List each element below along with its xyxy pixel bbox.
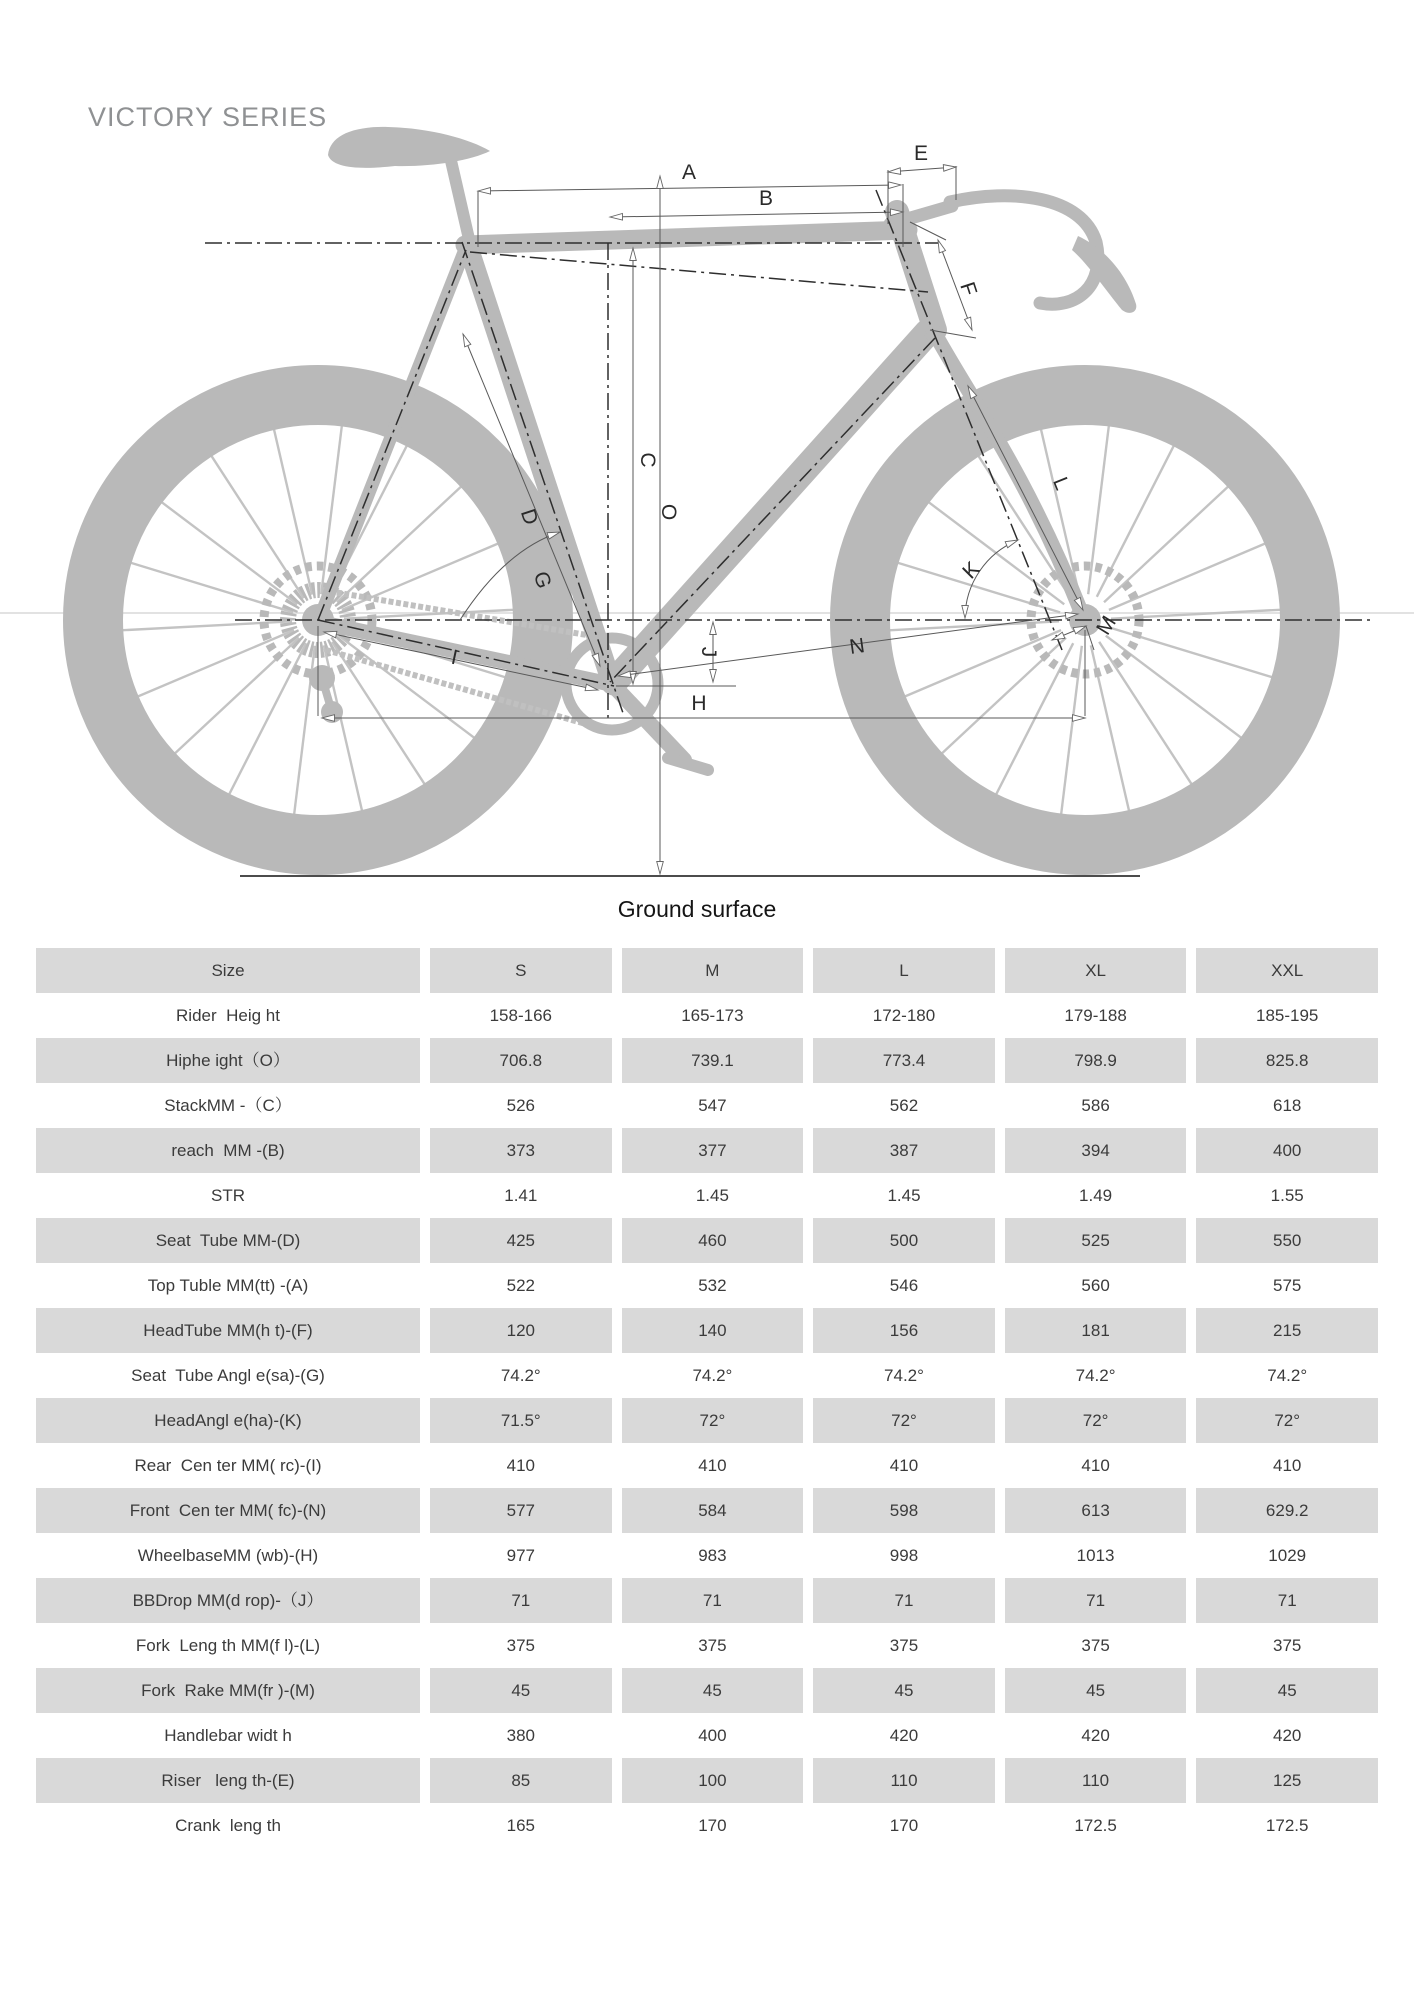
table-cell: 100 — [622, 1758, 804, 1803]
table-cell: 394 — [1005, 1128, 1187, 1173]
table-cell: 72° — [1005, 1398, 1187, 1443]
table-cell: 825.8 — [1196, 1038, 1378, 1083]
table-cell: 375 — [1273, 1636, 1302, 1655]
table-cell: 71 — [1005, 1578, 1187, 1623]
table-cell: 629.2 — [1196, 1488, 1378, 1533]
dimension-label-E: E — [913, 142, 929, 165]
table-cell: 410 — [698, 1456, 727, 1475]
table-cell: 983 — [698, 1546, 727, 1565]
dimension-label-C: C — [636, 452, 659, 468]
table-cell: 373 — [430, 1128, 612, 1173]
table-cell: 165-173 — [681, 1006, 744, 1025]
table-cell: 375 — [506, 1636, 535, 1655]
crank-arm — [612, 684, 684, 760]
table-cell: 140 — [622, 1308, 804, 1353]
table-row-label: HeadAngl e(ha)-(K) — [36, 1398, 420, 1443]
dim-E — [888, 167, 956, 172]
table-cell: 45 — [1005, 1668, 1187, 1713]
table-cell: 598 — [813, 1488, 995, 1533]
dimension-label-J: J — [697, 646, 720, 658]
table-cell: 375 — [1081, 1636, 1110, 1655]
table-cell: 410 — [1273, 1456, 1302, 1475]
table-cell: 525 — [1005, 1218, 1187, 1263]
table-cell: 377 — [622, 1128, 804, 1173]
table-row-label: Fork Rake MM(fr )-(M) — [36, 1668, 420, 1713]
table-row-label: Rider Heig ht — [176, 1006, 280, 1025]
table-header-cell: S — [430, 948, 612, 993]
dimension-label-O: O — [657, 503, 680, 521]
table-cell: 1.45 — [887, 1186, 921, 1205]
table-cell: 998 — [889, 1546, 919, 1565]
dimension-label-I: I — [449, 645, 460, 670]
table-row-label: Crank leng th — [175, 1816, 281, 1835]
dimension-label-F: F — [955, 279, 982, 299]
table-cell: 460 — [622, 1218, 804, 1263]
table-cell: 400 — [698, 1726, 727, 1745]
table-cell: 74.2° — [500, 1366, 541, 1385]
geometry-table — [36, 948, 1378, 1848]
table-header-cell: XL — [1005, 948, 1187, 993]
table-cell: 577 — [430, 1488, 612, 1533]
table-row-label: Seat Tube MM-(D) — [36, 1218, 420, 1263]
table-row-label: STR — [211, 1186, 245, 1205]
table-row-label: HeadTube MM(h t)-(F) — [36, 1308, 420, 1353]
table-cell: 380 — [506, 1726, 535, 1745]
table-row-label: Rear Cen ter MM( rc)-(I) — [134, 1456, 322, 1475]
table-cell: 613 — [1005, 1488, 1187, 1533]
table-cell: 45 — [813, 1668, 995, 1713]
table-cell: 125 — [1196, 1758, 1378, 1803]
table-cell: 575 — [1273, 1276, 1302, 1295]
table-row-label: StackMM -（C） — [164, 1096, 292, 1115]
dimension-label-A: A — [681, 161, 697, 184]
table-cell: 185-195 — [1256, 1006, 1319, 1025]
table-cell: 1.41 — [504, 1186, 538, 1205]
table-cell: 71 — [622, 1578, 804, 1623]
table-row-label: BBDrop MM(d rop)-（J） — [36, 1578, 420, 1623]
table-cell: 560 — [1081, 1276, 1110, 1295]
table-cell: 547 — [698, 1096, 727, 1115]
table-cell: 172-180 — [872, 1006, 936, 1025]
table-cell: 773.4 — [813, 1038, 995, 1083]
table-cell: 532 — [698, 1276, 727, 1295]
dimension-label-B: B — [758, 187, 774, 210]
table-cell: 165 — [506, 1816, 535, 1835]
dimension-label-L: L — [1048, 473, 1074, 494]
table-cell: 45 — [1196, 1668, 1378, 1713]
table-cell: 420 — [889, 1726, 919, 1745]
table-cell: 158-166 — [489, 1006, 552, 1025]
table-cell: 526 — [506, 1096, 535, 1115]
table-header-size: Size — [36, 948, 420, 993]
bike-geometry-diagram — [0, 0, 1414, 940]
table-cell: 420 — [1081, 1726, 1110, 1745]
table-cell: 74.2° — [692, 1366, 733, 1385]
table-cell: 522 — [506, 1276, 535, 1295]
table-row-label: Top Tuble MM(tt) -(A) — [147, 1276, 309, 1295]
table-cell: 170 — [698, 1816, 727, 1835]
table-row-label: Riser leng th-(E) — [36, 1758, 420, 1803]
table-cell: 72° — [622, 1398, 804, 1443]
table-cell: 375 — [698, 1636, 727, 1655]
dimension-label-H: H — [691, 692, 707, 715]
dim-B — [610, 212, 903, 217]
table-cell: 72° — [1196, 1398, 1378, 1443]
table-cell: 410 — [1081, 1456, 1110, 1475]
table-cell: 72° — [813, 1398, 995, 1443]
table-row-label: Seat Tube Angl e(sa)-(G) — [131, 1366, 325, 1385]
table-row-label: Handlebar widt h — [164, 1726, 292, 1745]
dimension-label-G: G — [528, 568, 556, 592]
dimension-label-D: D — [515, 506, 543, 528]
table-cell: 110 — [813, 1758, 995, 1803]
dimension-label-N: N — [847, 634, 867, 660]
table-cell: 74.2° — [884, 1366, 924, 1385]
table-cell: 71 — [813, 1578, 995, 1623]
table-cell: 1029 — [1268, 1546, 1307, 1565]
table-cell: 618 — [1273, 1096, 1302, 1115]
table-cell: 798.9 — [1005, 1038, 1187, 1083]
table-cell: 739.1 — [622, 1038, 804, 1083]
table-header-cell: M — [622, 948, 804, 993]
table-cell: 74.2° — [1267, 1366, 1308, 1385]
table-cell: 410 — [506, 1456, 535, 1475]
table-cell: 45 — [430, 1668, 612, 1713]
table-cell: 420 — [1273, 1726, 1302, 1745]
table-cell: 425 — [430, 1218, 612, 1263]
table-cell: 172.5 — [1074, 1816, 1117, 1835]
table-cell: 71.5° — [430, 1398, 612, 1443]
table-cell: 562 — [889, 1096, 919, 1115]
table-cell: 410 — [889, 1456, 919, 1475]
saddle — [328, 127, 490, 168]
table-header-cell: XXL — [1196, 948, 1378, 993]
table-cell: 1.45 — [695, 1186, 729, 1205]
table-row-label: reach MM -(B) — [36, 1128, 420, 1173]
table-cell: 584 — [622, 1488, 804, 1533]
table-cell: 546 — [889, 1276, 919, 1295]
table-cell: 71 — [430, 1578, 612, 1623]
table-cell: 156 — [813, 1308, 995, 1353]
table-row-label: Fork Leng th MM(f l)-(L) — [135, 1636, 321, 1655]
table-cell: 550 — [1196, 1218, 1378, 1263]
table-cell: 172.5 — [1265, 1816, 1309, 1835]
table-cell: 179-188 — [1064, 1006, 1127, 1025]
table-cell: 706.8 — [430, 1038, 612, 1083]
table-row-label: Hiphe ight（O） — [36, 1038, 420, 1083]
table-row-label: WheelbaseMM (wb)-(H) — [137, 1546, 319, 1565]
table-cell: 1.55 — [1270, 1186, 1304, 1205]
page-title: VICTORY SERIES — [88, 102, 328, 132]
dim-A — [478, 185, 901, 191]
table-cell: 500 — [813, 1218, 995, 1263]
table-cell: 74.2° — [1075, 1366, 1116, 1385]
dimension-label-K: K — [958, 557, 985, 584]
table-cell: 85 — [430, 1758, 612, 1803]
table-cell: 387 — [813, 1128, 995, 1173]
table-cell: 110 — [1005, 1758, 1187, 1803]
table-cell: 586 — [1081, 1096, 1110, 1115]
table-cell: 45 — [622, 1668, 804, 1713]
table-cell: 181 — [1005, 1308, 1187, 1353]
table-cell: 977 — [506, 1546, 535, 1565]
dimension-label-M: M — [1092, 612, 1121, 640]
table-cell: 400 — [1196, 1128, 1378, 1173]
table-row-label: Front Cen ter MM( fc)-(N) — [36, 1488, 420, 1533]
table-cell: 1.49 — [1079, 1186, 1113, 1205]
ground-surface-caption: Ground surface — [617, 896, 777, 922]
table-cell: 1013 — [1076, 1546, 1115, 1565]
table-cell: 71 — [1196, 1578, 1378, 1623]
table-cell: 215 — [1196, 1308, 1378, 1353]
table-cell: 120 — [430, 1308, 612, 1353]
table-cell: 375 — [889, 1636, 919, 1655]
table-header-cell: L — [813, 948, 995, 993]
table-cell: 170 — [889, 1816, 919, 1835]
pedal — [668, 758, 708, 770]
